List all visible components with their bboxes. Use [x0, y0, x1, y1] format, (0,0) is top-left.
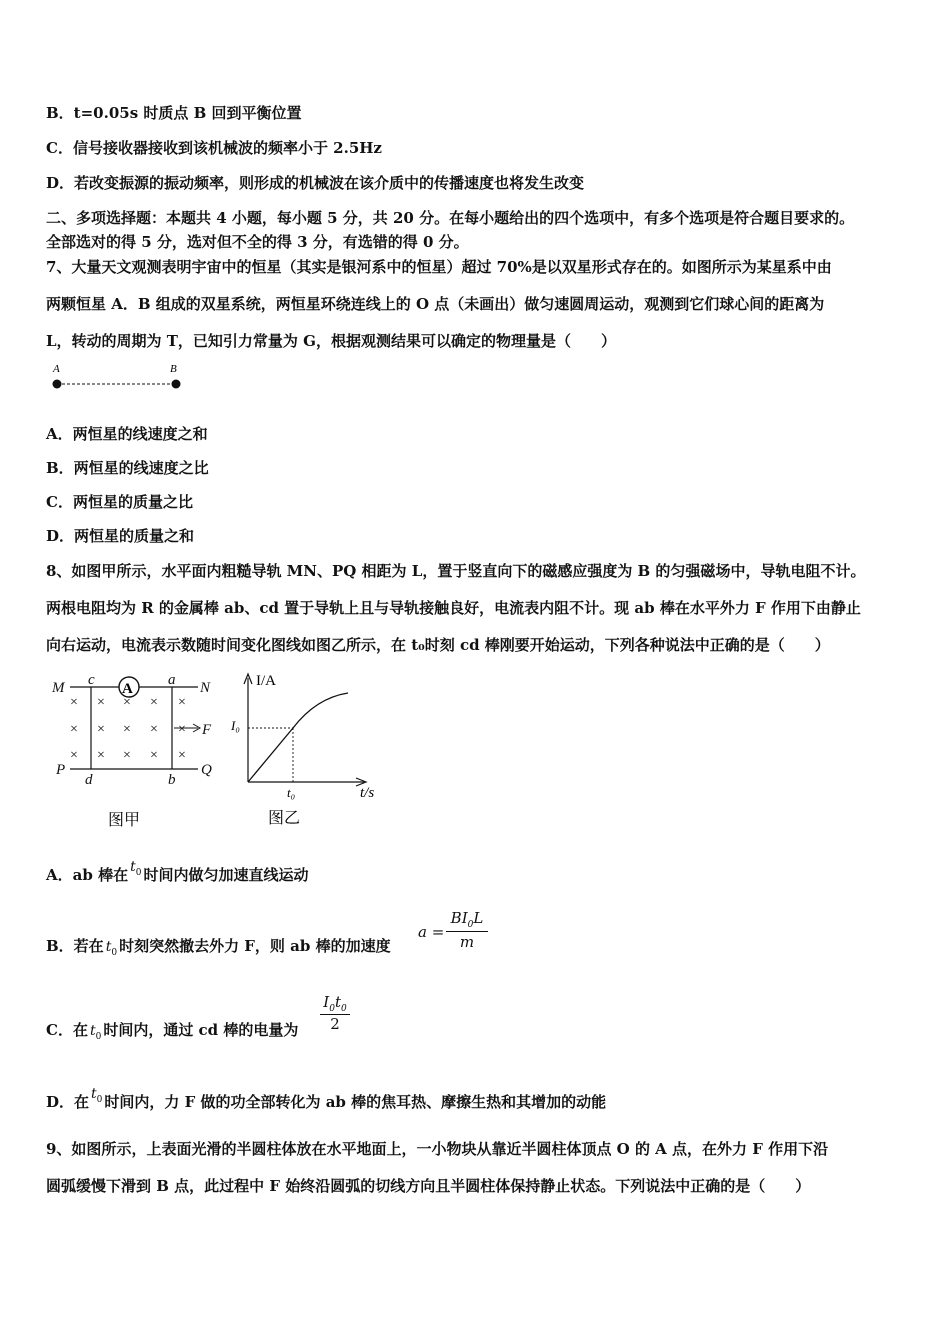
q8-option-d: D．在 $t_0$ 时间内，力 F 做的功全部转化为 ab 棒的焦耳热、摩擦生热和其增加的动能: [46, 1086, 607, 1111]
q8-stem-line1: 8、如图甲所示，水平面内粗糙导轨 MN、PQ 相距为 L，置于竖直向下的磁感应强度为 B 的匀强磁场中，导轨电阻不计。: [46, 562, 866, 580]
t0-symbol: $t_0$: [91, 1086, 103, 1105]
t0-symbol: $t_0$: [105, 939, 118, 958]
x-axis-label: t/s: [360, 785, 375, 801]
star-a-dot: [53, 380, 62, 389]
star-b-dot: [172, 380, 181, 389]
formula-numerator: $BI_0L$: [446, 909, 488, 932]
field-mark: ×: [70, 722, 78, 737]
section-header-line2: 全部选对的得 5 分，选对但不全的得 3 分，有选错的得 0 分。: [46, 233, 469, 251]
q8-figure-yi: [226, 666, 396, 838]
field-mark: ×: [178, 722, 186, 737]
caption-yi: 图乙: [268, 810, 301, 827]
field-mark: ×: [97, 748, 105, 763]
t0-label: t₀: [287, 785, 296, 800]
q7-option-d: D．两恒星的质量之和: [46, 527, 195, 545]
current-curve: [248, 693, 348, 782]
field-mark: ×: [123, 748, 131, 763]
field-mark: ×: [70, 695, 78, 710]
q8-figure-jia: [50, 668, 225, 838]
label-c: c: [88, 672, 95, 688]
label-Q: Q: [201, 762, 212, 778]
ammeter-label: A: [122, 681, 133, 697]
formula-numerator: $I_0t_0$: [320, 993, 350, 1015]
q7-option-b: B．两恒星的线速度之比: [46, 459, 209, 477]
label-F: F: [202, 722, 212, 738]
label-P: P: [56, 762, 66, 778]
t0-symbol: $t_0$: [130, 859, 142, 878]
star-a-label: A: [53, 363, 60, 375]
field-mark: ×: [150, 722, 158, 737]
q8-option-a-post: 时间内做匀加速直线运动: [143, 866, 309, 884]
caption-jia: 图甲: [108, 812, 141, 829]
section-header-line1: 二、多项选择题：本题共 4 小题，每小题 5 分，共 20 分。在每小题给出的四个选项中，有多个选项是符合题目要求的。: [46, 209, 855, 227]
q7-stem-line1: 7、大量天文观测表明宇宙中的恒星（其实是银河系中的恒星）超过 70%是以双星形式存在的。如图所示为某星系中由: [46, 258, 832, 276]
q9-stem-line1: 9、如图所示，上表面光滑的半圆柱体放在水平地面上，一小物块从靠近半圆柱体顶点 O 的 A 点，在外力 F 作用下沿: [46, 1140, 829, 1158]
label-d: d: [85, 772, 93, 788]
field-mark: ×: [97, 695, 105, 710]
q7-stem-line3: L，转动的周期为 T，已知引力常量为 G，根据观测结果可以确定的物理量是（ ）: [46, 332, 616, 350]
q8-option-a-pre: A．ab 棒在: [46, 866, 129, 884]
q8-option-b: B．若在 $t_0$ 时刻突然撤去外力 F，则 ab 棒的加速度: [46, 937, 391, 958]
field-mark: ×: [150, 695, 158, 710]
label-a: a: [168, 672, 176, 688]
field-mark: ×: [97, 722, 105, 737]
field-mark: ×: [178, 748, 186, 763]
i0-label: I₀: [231, 718, 240, 733]
q8-option-a: [46, 859, 309, 887]
q7-option-a: A．两恒星的线速度之和: [46, 425, 208, 443]
q8-stem-line2: 两根电阻均为 R 的金属棒 ab、cd 置于导轨上且与导轨接触良好，电流表内阻不计。现 ab 棒在水平外力 F 作用下由静止: [46, 599, 861, 617]
field-mark: ×: [123, 722, 131, 737]
field-mark: ×: [150, 748, 158, 763]
q7-option-c: C．两恒星的质量之比: [46, 493, 193, 511]
q7-stem-line2: 两颗恒星 A．B 组成的双星系统，两恒星环绕连线上的 O 点（未画出）做匀速圆周运动，观测到它们球心间的距离为: [46, 295, 825, 313]
field-mark: ×: [70, 748, 78, 763]
label-b: b: [168, 772, 176, 788]
label-M: M: [52, 680, 65, 696]
field-mark: ×: [178, 695, 186, 710]
field-mark: ×: [123, 695, 131, 710]
charge-formula: [320, 993, 350, 1033]
y-axis-label: I/A: [256, 673, 276, 689]
q7-binary-star-figure: [46, 358, 196, 398]
q8-stem-line3: 向右运动，电流表示数随时间变化图线如图乙所示，在 t₀时刻 cd 棒刚要开始运动，下列各种说法中正确的是（ ）: [46, 636, 830, 654]
formula-denominator: 2: [330, 1015, 340, 1033]
t0-symbol: $t_0$: [89, 1023, 102, 1042]
star-b-label: B: [170, 363, 177, 375]
option-c-prev: C．信号接收器接收到该机械波的频率小于 2.5Hz: [46, 139, 382, 157]
option-d-prev: D．若改变振源的振动频率，则形成的机械波在该介质中的传播速度也将发生改变: [46, 174, 585, 192]
q8-option-c: C．在 $t_0$ 时间内，通过 cd 棒的电量为: [46, 1021, 299, 1042]
option-b-prev: B．t=0.05s 时质点 B 回到平衡位置: [46, 104, 302, 122]
q9-stem-line2: 圆弧缓慢下滑到 B 点，此过程中 F 始终沿圆弧的切线方向且半圆柱体保持静止状态。下列说法中正确的是（ ）: [46, 1177, 811, 1195]
label-N: N: [200, 680, 211, 696]
formula-denominator: m: [459, 933, 475, 951]
